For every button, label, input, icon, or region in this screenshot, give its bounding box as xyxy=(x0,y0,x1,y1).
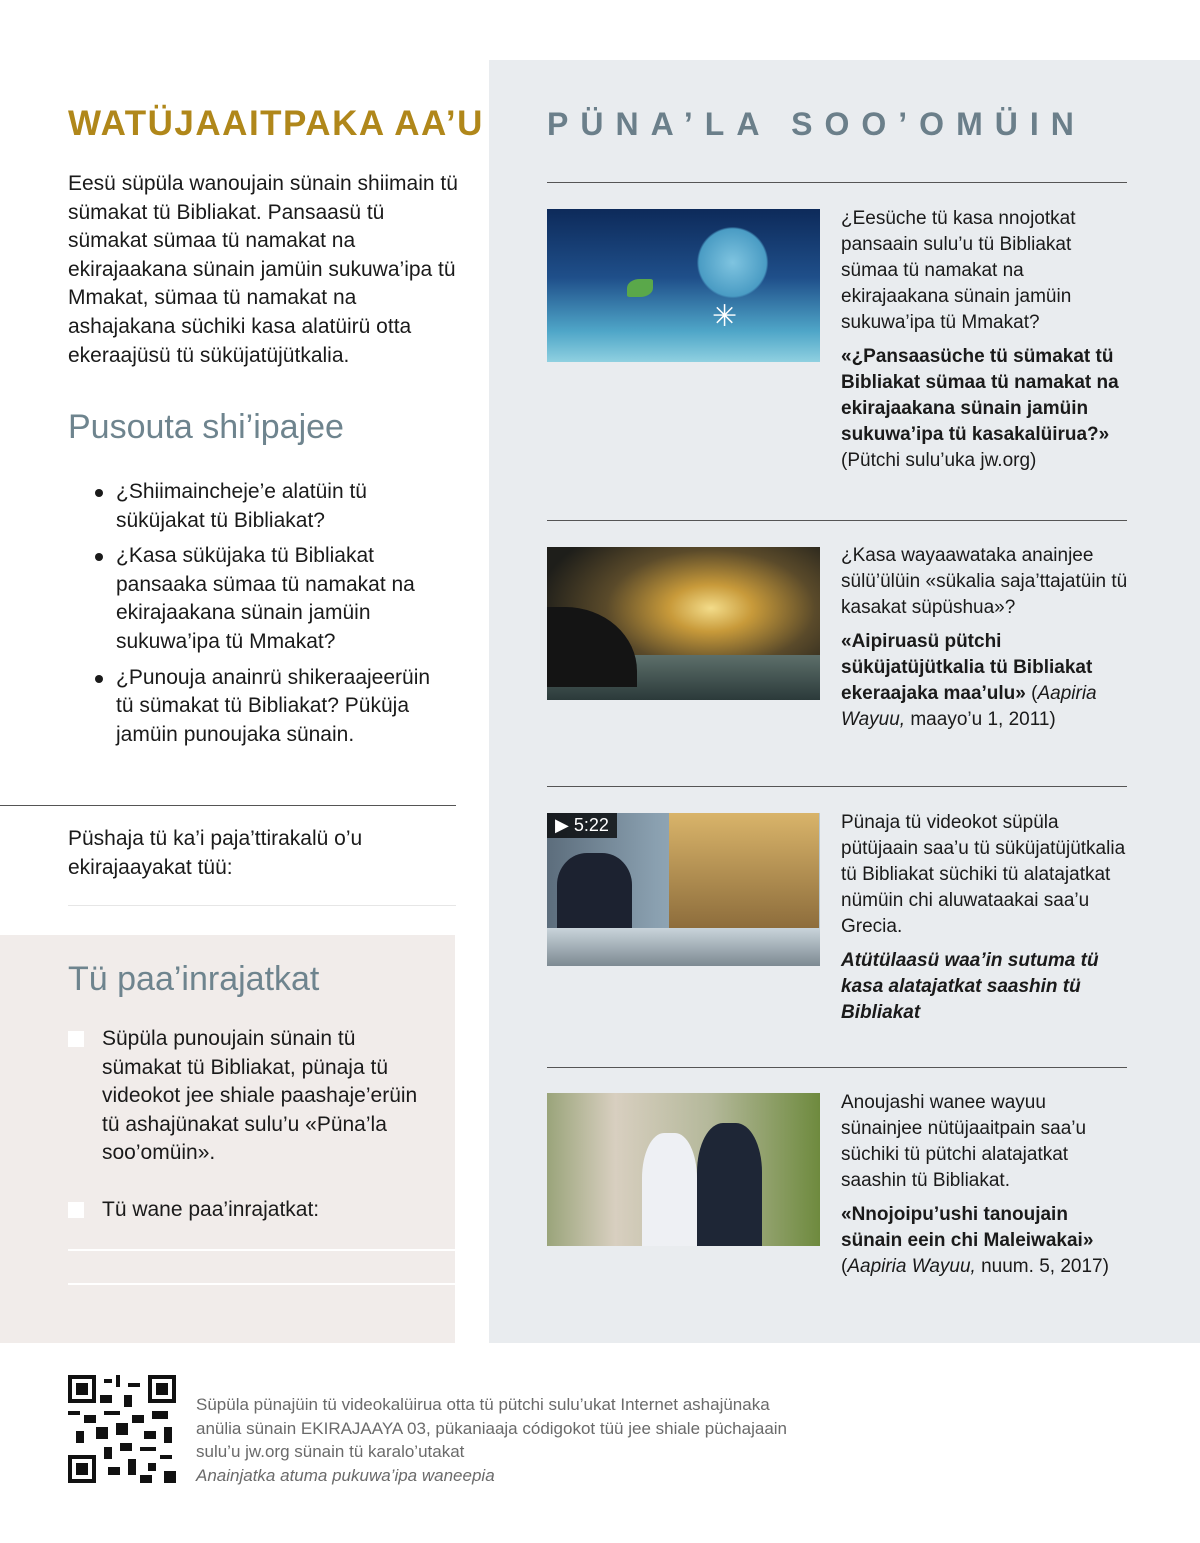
video-duration: 5:22 xyxy=(573,815,609,835)
plan-list xyxy=(68,1025,418,1225)
write-line[interactable] xyxy=(68,905,456,906)
questions-list xyxy=(92,478,452,756)
plan-item[interactable] xyxy=(68,1196,418,1225)
footer-text xyxy=(196,1393,796,1487)
question-item: ¿Punouja anainrü shikeraajeerüin tü sümakat tü Bibliakat? Püküja jamüin punoujaka sünain. xyxy=(92,664,452,750)
resource-item xyxy=(841,206,1131,482)
magazine-name: Aapiria Wayuu, xyxy=(841,683,1097,730)
page-title: WATÜJAAITPAKA AA’U xyxy=(68,104,484,143)
magazine-issue: maayo’u 1, 2011) xyxy=(905,709,1056,730)
magazine-name: Aapiria Wayuu, xyxy=(847,1256,976,1277)
video-title-link[interactable]: Atütülaasü waa’in sutuma tü kasa alatajatkat saashin tü Bibliakat xyxy=(841,950,1099,1023)
plan-item-label: Süpüla punoujain sünain tü sümakat tü Bibliakat, pünaja tü videokot jee shiale paashaje’erüin tü ashajünakat sulu’u «Püna’la soo’omüin». xyxy=(102,1027,418,1165)
write-line[interactable] xyxy=(68,1249,456,1251)
resource-source: (Pütchi sulu’uka jw.org) xyxy=(841,450,1037,471)
divider xyxy=(547,520,1127,521)
plan-heading: Tü paa’inrajatkat xyxy=(68,960,320,998)
divider xyxy=(547,182,1127,183)
resource-item xyxy=(841,1090,1131,1288)
footer-tagline: Anainjatka atuma pukuwa’ipa waneepia xyxy=(196,1465,495,1485)
couple-image xyxy=(547,1093,820,1246)
paren: ( xyxy=(841,1256,848,1277)
resource-description: Anoujashi wanee wayuu sünainjee nütüjaaitpain saa’u süchiki tü pütchi alatajatkat saashin tü Bibliakat. xyxy=(841,1092,1087,1191)
storm-sea-image xyxy=(547,547,820,700)
video-thumbnail[interactable] xyxy=(547,813,820,966)
divider xyxy=(547,1067,1127,1068)
qr-code-icon[interactable] xyxy=(68,1375,176,1483)
plan-item-label: Tü wane paa’inrajatkat: xyxy=(102,1197,320,1221)
resource-link[interactable]: «¿Pansaasüche tü sümakat tü Bibliakat sümaa tü namakat na ekirajaakana sünain jamüin sukuwa’ipa tü kasakalüirua?» xyxy=(841,346,1119,445)
plan-item[interactable] xyxy=(68,1025,418,1168)
resource-link[interactable]: «Nnojoipu’ushi tanoujain sünain eein chi Maleiwakai» xyxy=(841,1204,1094,1251)
resource-description: ¿Kasa wayaawataka anainjee sülü’ülüin «sükalia saja’ttajatüin tü kasakat süpüshua»? xyxy=(841,545,1128,618)
questions-heading: Pusouta shi’ipajee xyxy=(68,408,344,446)
checkbox[interactable] xyxy=(68,1202,84,1218)
write-line[interactable] xyxy=(68,1283,456,1285)
resource-description: Pünaja tü videokot süpüla pütüjaain saa’u tü süküjatüjütkalia tü Bibliakat süchiki tü alatajatkat nümüin chi aluwataakai saa’u Grecia. xyxy=(841,812,1126,937)
divider xyxy=(547,786,1127,787)
resource-item xyxy=(841,810,1131,1034)
resource-link[interactable]: «Aipiruasü pütchi süküjatüjütkalia tü Bibliakat ekeraajaka maa’ulu» xyxy=(841,631,1093,704)
share-prompt: Püshaja tü ka’i paja’ttirakalü o’u ekirajaayakat tüü: xyxy=(68,827,363,879)
resources-title: PÜNA’LA SOO’OMÜIN xyxy=(547,106,1086,142)
question-item: ¿Shiimaincheje’e alatüin tü süküjakat tü Bibliakat? xyxy=(92,478,452,535)
planets-image: ✳ xyxy=(547,209,820,362)
question-item: ¿Kasa süküjaka tü Bibliakat pansaaka sümaa tü namakat na ekirajaakana sünain jamüin sukuwa’ipa tü Mmakat? xyxy=(92,542,452,656)
paren: ( xyxy=(1025,683,1038,704)
footer-instructions: Süpüla pünajüin tü videokalüirua otta tü pütchi sulu’ukat Internet ashajünaka anülia sünain EKIRAJAAYA 03, pükaniaaja códigokot tüü jee shiale püchajaain sulu’u jw.org sünain tü karalo’utakat xyxy=(196,1395,787,1461)
checkbox[interactable] xyxy=(68,1031,84,1047)
resource-item xyxy=(841,543,1131,741)
divider xyxy=(0,805,456,806)
video-duration-badge xyxy=(547,813,617,838)
magazine-issue: nuum. 5, 2017) xyxy=(975,1256,1109,1277)
play-icon: ▶ xyxy=(555,815,569,835)
resource-description: ¿Eesüche tü kasa nnojotkat pansaain sulu’u tü Bibliakat sümaa tü namakat na ekirajaakana sünain jamüin sukuwa’ipa tü Mmakat? xyxy=(841,208,1076,333)
intro-text: Eesü süpüla wanoujain sünain shiimain tü sümakat tü Bibliakat. Pansaasü tü sümakat sümaa tü namakat na ekirajaakana sünain jamüin sukuwa’ipa tü Mmakat, sümaa tü namakat na ashajakana süchiki kasa alatüirü otta ekeraajüsü tü süküjatüjütkalia. xyxy=(68,172,458,367)
